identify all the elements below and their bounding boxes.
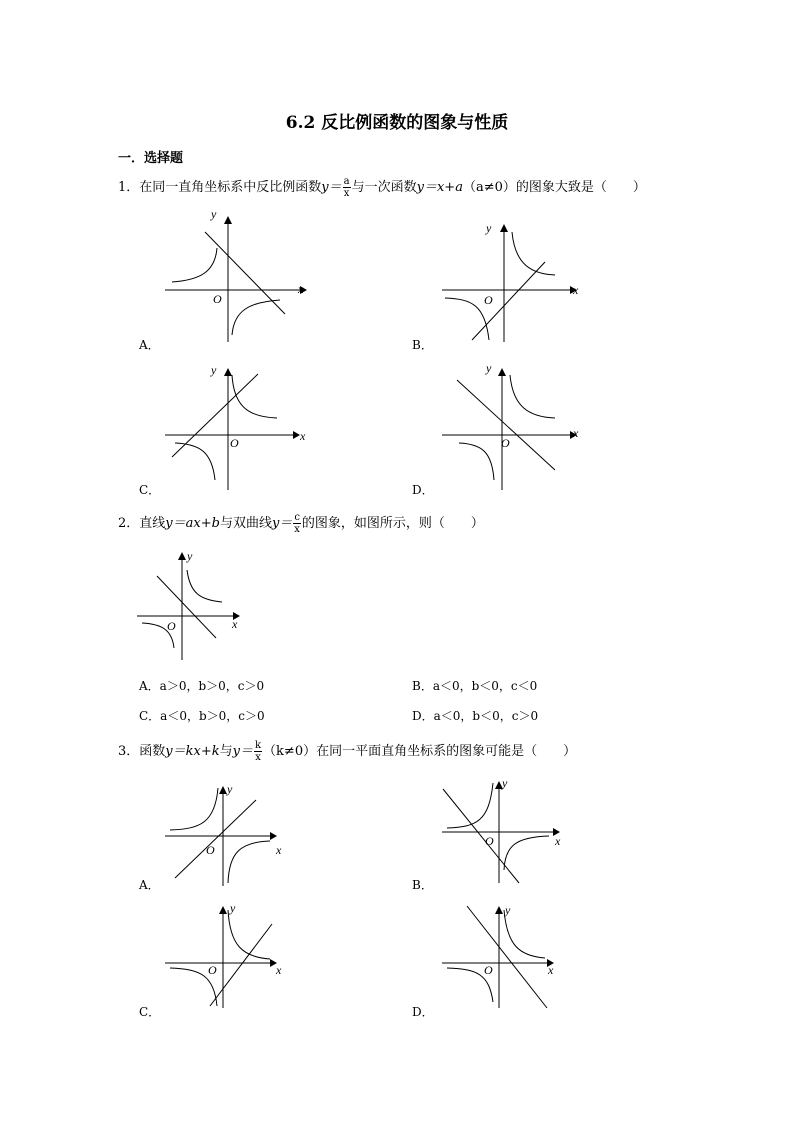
q1-graph-c	[160, 360, 310, 495]
q3-line-eq: y＝kx+k	[165, 744, 220, 759]
q3-fraction	[254, 740, 262, 763]
question-3	[118, 740, 576, 763]
origin-label: O	[484, 293, 493, 307]
q3-denominator: x	[255, 752, 261, 763]
q2-prefix: 2．直线	[118, 516, 166, 531]
x-label: x	[555, 834, 561, 848]
q3-option-d[interactable]: D．	[412, 1005, 434, 1019]
origin-label: O	[230, 436, 239, 450]
q1-y-eq: y＝	[321, 180, 342, 195]
q3-graph-c	[160, 900, 300, 1012]
q3-graph-d	[437, 900, 577, 1012]
origin-label: O	[484, 963, 493, 977]
y-label: y	[211, 363, 217, 377]
page-title: 6.2 反比例函数的图象与性质	[285, 113, 509, 133]
q2-line-eq: y＝ax+b	[165, 516, 220, 531]
x-label: x	[298, 282, 304, 296]
y-label: y	[486, 361, 492, 375]
q1-option-d[interactable]: D．	[412, 483, 434, 497]
origin-label: O	[501, 436, 510, 450]
q1-graph-a	[160, 210, 310, 345]
q1-graph-d	[437, 360, 587, 495]
origin-label: O	[167, 619, 176, 633]
origin-label: O	[206, 843, 215, 857]
question-1	[118, 176, 646, 199]
y-label: y	[211, 210, 217, 221]
q2-answer-c[interactable]: C．a＜0，b＞0，c＞0	[139, 709, 265, 723]
q3-post: （k≠0）在同一平面直角坐标系的图象可能是（ ）	[263, 744, 577, 759]
q2-fraction	[293, 512, 301, 535]
y-label: y	[227, 782, 233, 796]
q2-numerator: c	[294, 512, 300, 523]
q1-graph-b	[437, 210, 587, 345]
q2-graph	[132, 548, 252, 663]
y-label: y	[230, 901, 236, 915]
q1-fraction	[343, 176, 351, 199]
origin-label: O	[213, 292, 222, 306]
q2-answer-a[interactable]: A．a＞0，b＞0，c＞0	[139, 679, 265, 693]
q3-prefix: 3．函数	[118, 744, 166, 759]
x-label: x	[300, 429, 306, 443]
q2-post: 的图象，如图所示，则（ ）	[301, 516, 484, 531]
q2-mid: 与双曲线	[219, 516, 272, 531]
x-label: x	[573, 426, 579, 440]
q1-option-c[interactable]: C．	[139, 483, 161, 497]
y-label: y	[502, 776, 508, 790]
q1-numerator: a	[343, 176, 350, 187]
y-label: y	[486, 221, 492, 235]
q1-prefix: 1．在同一直角坐标系中反比例函数	[118, 180, 322, 195]
q3-graph-a	[160, 778, 300, 890]
q3-graph-b	[437, 775, 577, 887]
q3-y-eq: y＝	[232, 744, 253, 759]
x-label: x	[573, 283, 579, 297]
q1-denominator: x	[343, 188, 350, 199]
y-label: y	[505, 903, 511, 917]
origin-label: O	[485, 834, 494, 848]
x-label: x	[548, 963, 554, 977]
q2-denominator: x	[294, 524, 300, 535]
q1-option-a[interactable]: A．	[139, 338, 160, 352]
q1-linear: y＝x+a	[416, 180, 463, 195]
origin-label: O	[208, 963, 217, 977]
q1-option-b[interactable]: B．	[412, 338, 433, 352]
q3-option-c[interactable]: C．	[139, 1005, 161, 1019]
section-heading: 一．选择题	[118, 151, 184, 166]
q3-numerator: k	[254, 740, 262, 751]
q1-mid: 与一次函数	[351, 180, 417, 195]
question-2	[118, 512, 484, 535]
q3-option-a[interactable]: A．	[139, 878, 160, 892]
x-label: x	[276, 843, 282, 857]
y-label: y	[187, 549, 193, 563]
q2-answer-b[interactable]: B．a＜0，b＜0，c＜0	[412, 679, 538, 693]
q3-option-b[interactable]: B．	[412, 878, 433, 892]
q2-answer-d[interactable]: D．a＜0，b＜0，c＞0	[412, 709, 539, 723]
q3-mid: 与	[219, 744, 233, 759]
q2-y-eq: y＝	[271, 516, 293, 531]
q1-condition: （a≠0）的图象大致是（ ）	[462, 180, 646, 195]
x-label: x	[232, 617, 238, 631]
x-label: x	[276, 963, 282, 977]
